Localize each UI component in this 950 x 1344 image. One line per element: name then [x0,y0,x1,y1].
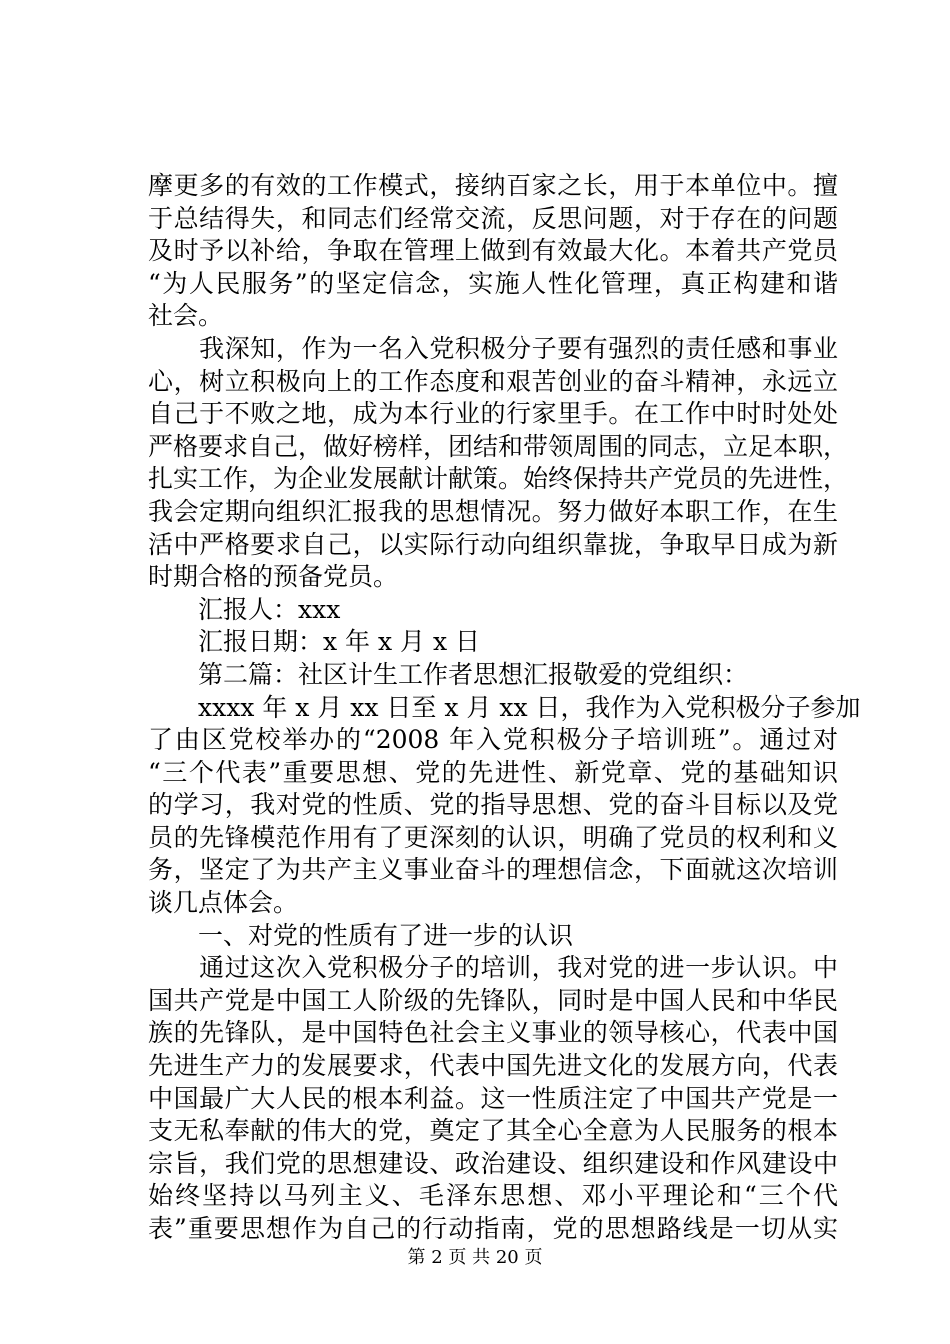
text-line: 支无私奉献的伟大的党，奠定了其全心全意为人民服务的根本 [148,1116,838,1146]
text-line: 谈几点体会。 [148,888,299,918]
text-line: 族的先锋队，是中国特色社会主义事业的领导核心，代表中国 [148,1018,838,1048]
text-line: 自己于不败之地，成为本行业的行家里手。在工作中时时处处 [148,399,838,429]
text-line: 心，树立积极向上的工作态度和艰苦创业的奋斗精神，永远立 [148,366,838,396]
text-line: 表”重要思想作为自己的行动指南，党的思想路线是一切从实 [148,1214,838,1243]
text-line: 先进生产力的发展要求，代表中国先进文化的发展方向，代表 [148,1051,838,1081]
text-line: 宗旨，我们党的思想建设、政治建设、组织建设和作风建设中 [148,1148,838,1178]
text-line: 汇报日期：x 年 x 月 x 日 [148,627,481,657]
text-line: 第二篇：社区计生工作者思想汇报敬爱的党组织： [148,659,749,689]
text-line: 的学习，我对党的性质、党的指导思想、党的奋斗目标以及党 [148,790,838,820]
text-line: 了由区党校举办的“2008 年入党积极分子培训班”。通过对 [148,725,838,755]
text-line: 员的先锋模范作用有了更深刻的认识，明确了党员的权利和义 [148,822,838,852]
text-line: “为人民服务”的坚定信念，实施人性化管理，真正构建和谐 [148,268,838,298]
document-body [148,170,861,1246]
text-line: 严格要求自己，做好榜样，团结和带领周围的同志，立足本职， [148,431,849,461]
text-line: 时期合格的预备党员。 [148,562,399,592]
text-line: 国共产党是中国工人阶级的先锋队，同时是中国人民和中华民 [148,985,838,1015]
text-line: 中国最广大人民的根本利益。这一性质注定了中国共产党是一 [148,1083,838,1113]
text-line: 及时予以补给，争取在管理上做到有效最大化。本着共产党员 [148,236,838,266]
text-line: 我会定期向组织汇报我的思想情况。努力做好本职工作，在生 [148,496,838,526]
text-line: 活中严格要求自己，以实际行动向组织靠拢，争取早日成为新 [148,529,838,559]
text-line: 务，坚定了为共产主义事业奋斗的理想信念，下面就这次培训 [148,855,838,885]
text-line: 于总结得失，和同志们经常交流，反思问题，对于存在的问题 [148,203,838,233]
text-line: 汇报人：xxx [148,594,341,624]
text-line: 始终坚持以马列主义、毛泽东思想、邓小平理论和“三个代 [148,1181,838,1211]
text-line: 摩更多的有效的工作模式，接纳百家之长，用于本单位中。擅 [148,171,838,200]
text-line: xxxx 年 x 月 xx 日至 x 月 xx 日，我作为入党积极分子参加 [148,692,861,722]
text-line: 社会。 [148,301,224,331]
page-footer: 第 2 页 共 20 页 [407,1247,543,1268]
text-line: 通过这次入党积极分子的培训，我对党的进一步认识。中 [148,953,838,983]
text-line: 扎实工作，为企业发展献计献策。始终保持共产党员的先进性， [148,464,849,494]
text-line: “三个代表”重要思想、党的先进性、新党章、党的基础知识 [148,757,838,787]
text-line: 我深知，作为一名入党积极分子要有强烈的责任感和事业 [148,333,838,363]
text-line: 一、对党的性质有了进一步的认识 [148,920,574,950]
